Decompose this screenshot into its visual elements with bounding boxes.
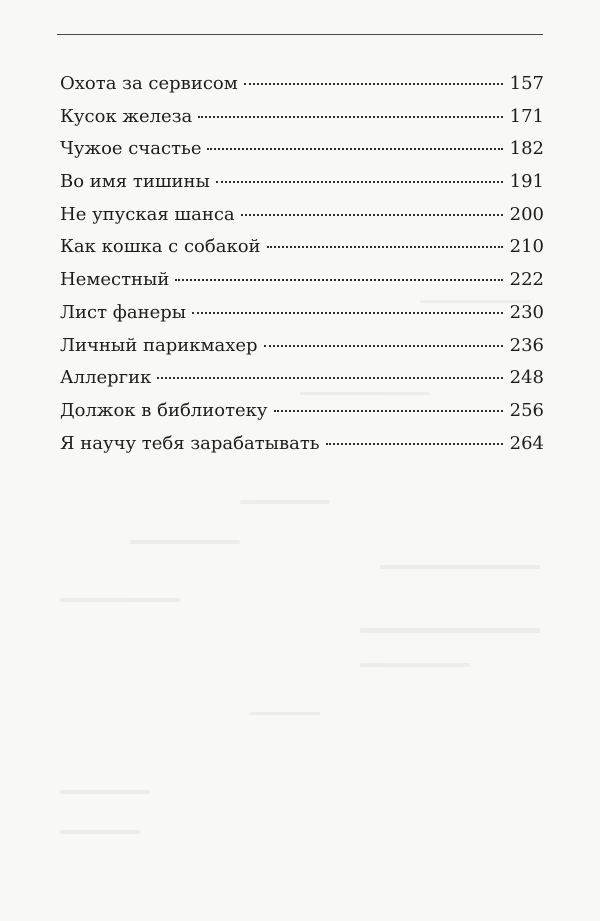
toc-dot-leader <box>175 279 502 281</box>
toc-dot-leader <box>326 443 503 445</box>
toc-entry[interactable] <box>60 264 544 297</box>
toc-entry[interactable] <box>60 395 544 428</box>
toc-entry[interactable] <box>60 68 544 101</box>
toc-page-number: 264 <box>509 432 544 454</box>
toc-entry[interactable] <box>60 428 544 461</box>
toc-entry-title: Должок в библиотеку <box>60 399 268 421</box>
toc-dot-leader <box>274 410 503 412</box>
toc-entry-title: Личный парикмахер <box>60 334 258 356</box>
toc-entry-title: Неместный <box>60 269 170 291</box>
toc-dot-leader <box>244 83 503 85</box>
toc-entry[interactable] <box>60 166 544 199</box>
toc-dot-leader <box>157 377 502 379</box>
toc-page-number: 256 <box>509 399 544 421</box>
toc-dot-leader <box>264 345 503 347</box>
toc-entry-title: Аллергик <box>60 367 152 389</box>
toc-entry-title: Как кошка с собакой <box>60 236 261 258</box>
toc-entry-title: Не упуская шанса <box>60 203 235 225</box>
toc-dot-leader <box>216 181 503 183</box>
toc-page-number: 230 <box>509 301 544 323</box>
toc-entry-title: Чужое счастье <box>60 138 202 160</box>
toc-entry-title: Кусок железа <box>60 105 193 127</box>
toc-page-number: 157 <box>509 73 544 94</box>
toc-entry[interactable] <box>60 199 544 232</box>
toc-entry[interactable] <box>60 297 544 330</box>
toc-entry[interactable] <box>60 330 544 363</box>
toc-page-number: 191 <box>509 171 544 193</box>
toc-entry[interactable] <box>60 101 544 134</box>
toc-entry-title: Я научу тебя зарабатывать <box>60 432 320 454</box>
toc-page-number: 222 <box>509 269 544 291</box>
toc-page-number: 171 <box>509 105 544 127</box>
toc-page-number: 248 <box>509 367 544 389</box>
toc-entry-title: Лист фанеры <box>60 301 187 323</box>
toc-entry[interactable] <box>60 362 544 395</box>
toc-dot-leader <box>267 246 503 248</box>
toc-entry[interactable] <box>60 133 544 166</box>
toc-page-number: 182 <box>509 138 544 160</box>
toc-entry[interactable] <box>60 231 544 264</box>
header-rule <box>57 34 543 35</box>
toc-dot-leader <box>192 312 503 314</box>
toc-dot-leader <box>241 214 503 216</box>
toc-entry-title: Во имя тишины <box>60 171 210 193</box>
toc-page-number: 200 <box>509 203 544 225</box>
toc-entry-title: Охота за сервисом <box>60 73 238 94</box>
toc-page-number: 210 <box>509 236 544 258</box>
toc-page-number: 236 <box>509 334 544 356</box>
table-of-contents <box>60 68 544 460</box>
toc-dot-leader <box>198 116 502 118</box>
toc-dot-leader <box>207 148 502 150</box>
